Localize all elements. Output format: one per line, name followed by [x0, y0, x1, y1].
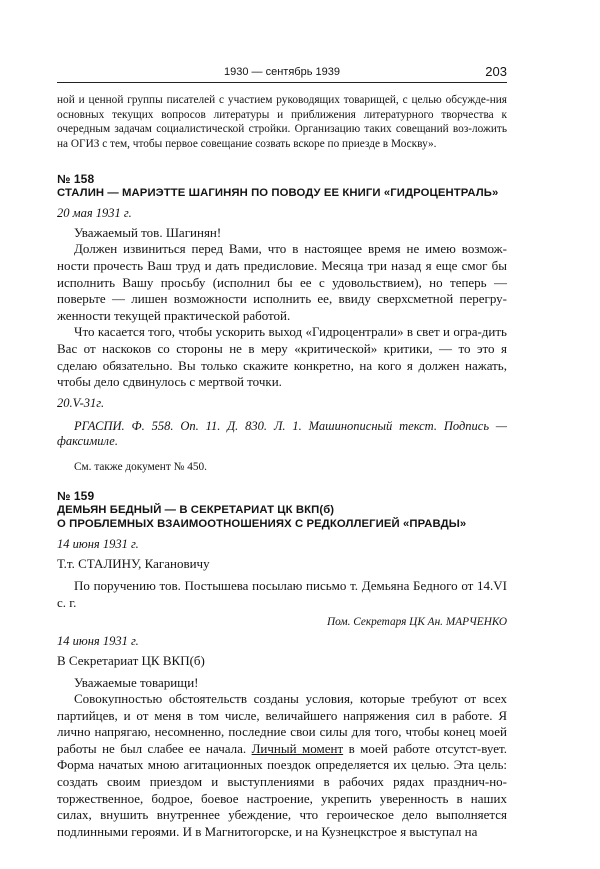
- header-date-range: 1930 — сентябрь 1939: [224, 66, 340, 78]
- doc-159-signature: Пом. Секретаря ЦК Ан. МАРЧЕНКО: [327, 616, 507, 629]
- doc-159-number: № 159: [57, 488, 95, 503]
- doc-159-addressee-2: В Секретариат ЦК ВКП(б): [57, 653, 205, 669]
- doc-158-paragraph-2: Что касается того, чтобы ускорить выход «Гидроцентрали» в свет и огра-дить Вас от наскоков со стороны не в меру «критической» критики, — то это я сделаю обязательно. Вы только скажите конкретно, на кого я должен нажать, чтобы дело сдвинулось с мертвой точки.: [57, 324, 507, 390]
- doc-158-date: 20 мая 1931 г.: [57, 206, 132, 221]
- doc-158-title: СТАЛИН — МАРИЭТТЕ ШАГИНЯН ПО ПОВОДУ ЕЕ КНИГИ «ГИДРОЦЕНТРАЛЬ»: [57, 187, 499, 200]
- doc-159-body: [57, 691, 507, 840]
- doc-159-body-end: в моей работе отсутст-вует. Форма начатых мною агитационных поездок определяется их целью. Эта цель: создать своим приездом и выступлениями в рабочих рядах празднич-но-торжественное, бодрое, боевое настроение, укрепить уверенность в наших силах, внушить внутреннее убеждение, что героическое дело выполняется подлинными героями. И в Магнитогорске, и на Кузнецкстрое я выступал на: [57, 740, 507, 839]
- doc-159-greeting: Уважаемые товарищи!: [74, 675, 199, 691]
- doc-159-title-line-2: О ПРОБЛЕМНЫХ ВЗАИМООТНОШЕНИЯХ С РЕДКОЛЛЕГИЕЙ «ПРАВДЫ»: [57, 517, 467, 530]
- doc-158-archive-reference: РГАСПИ. Ф. 558. Оп. 11. Д. 830. Л. 1. Машинописный текст. Подпись — факсимиле.: [57, 418, 507, 449]
- doc-158-greeting: Уважаемый тов. Шагинян!: [74, 225, 222, 241]
- header-rule: [57, 82, 507, 83]
- running-header: [57, 62, 507, 82]
- doc-158-see-also: См. также документ № 450.: [74, 460, 207, 473]
- document-page: [57, 62, 507, 840]
- document-159: [57, 489, 507, 841]
- doc-159-underlined-phrase: Личный момент: [251, 740, 344, 756]
- doc-158-number: № 158: [57, 172, 95, 187]
- doc-158-closing-date: 20.V-31г.: [57, 395, 105, 410]
- document-158: [57, 172, 507, 474]
- doc-159-date-1: 14 июня 1931 г.: [57, 536, 139, 551]
- page-number: 203: [485, 64, 507, 79]
- doc-158-paragraph-1: Должен извиниться перед Вами, что в настоящее время не имею возмож-ности прочесть Ваш труд и дать предисловие. Месяца три назад я еще смог бы исполнить Вашу просьбу (исполнил бы ее с удовольствием), но теперь — поверьте — лишен возможности исполнить ее, ввиду сверхсметной перегру-женности текущей практической работой.: [57, 241, 507, 323]
- doc-159-cover-note: По поручению тов. Постышева посылаю письмо т. Демьяна Бедного от 14.VI с. г.: [57, 577, 507, 610]
- doc-159-date-2: 14 июня 1931 г.: [57, 634, 139, 649]
- doc-159-body-start: Совокупностью обстоятельств созданы условия, которые требуют от всех партийцев, и от меня в том числе, величайшего напряжения сил в работе. Я лично напрягаю, несомненно, последние свои силы для того, чтобы конец моей работы не был слабее ее начала.: [57, 691, 507, 756]
- intro-paragraph: ной и ценной группы писателей с участием руководящих товарищей, с целью обсужде-ния основных текущих вопросов литературы и приближения литературного творчества к очередным задачам социалистической стройки. Организацию таких совещаний воз-ложить на ОГИЗ с тем, чтобы первое совещание созвать вскоре по приезде в Москву».: [57, 94, 507, 150]
- doc-159-addressee-1: Т.т. СТАЛИНУ, Кагановичу: [57, 555, 210, 571]
- doc-159-title-line-1: ДЕМЬЯН БЕДНЫЙ — В СЕКРЕТАРИАТ ЦК ВКП(б): [57, 503, 335, 516]
